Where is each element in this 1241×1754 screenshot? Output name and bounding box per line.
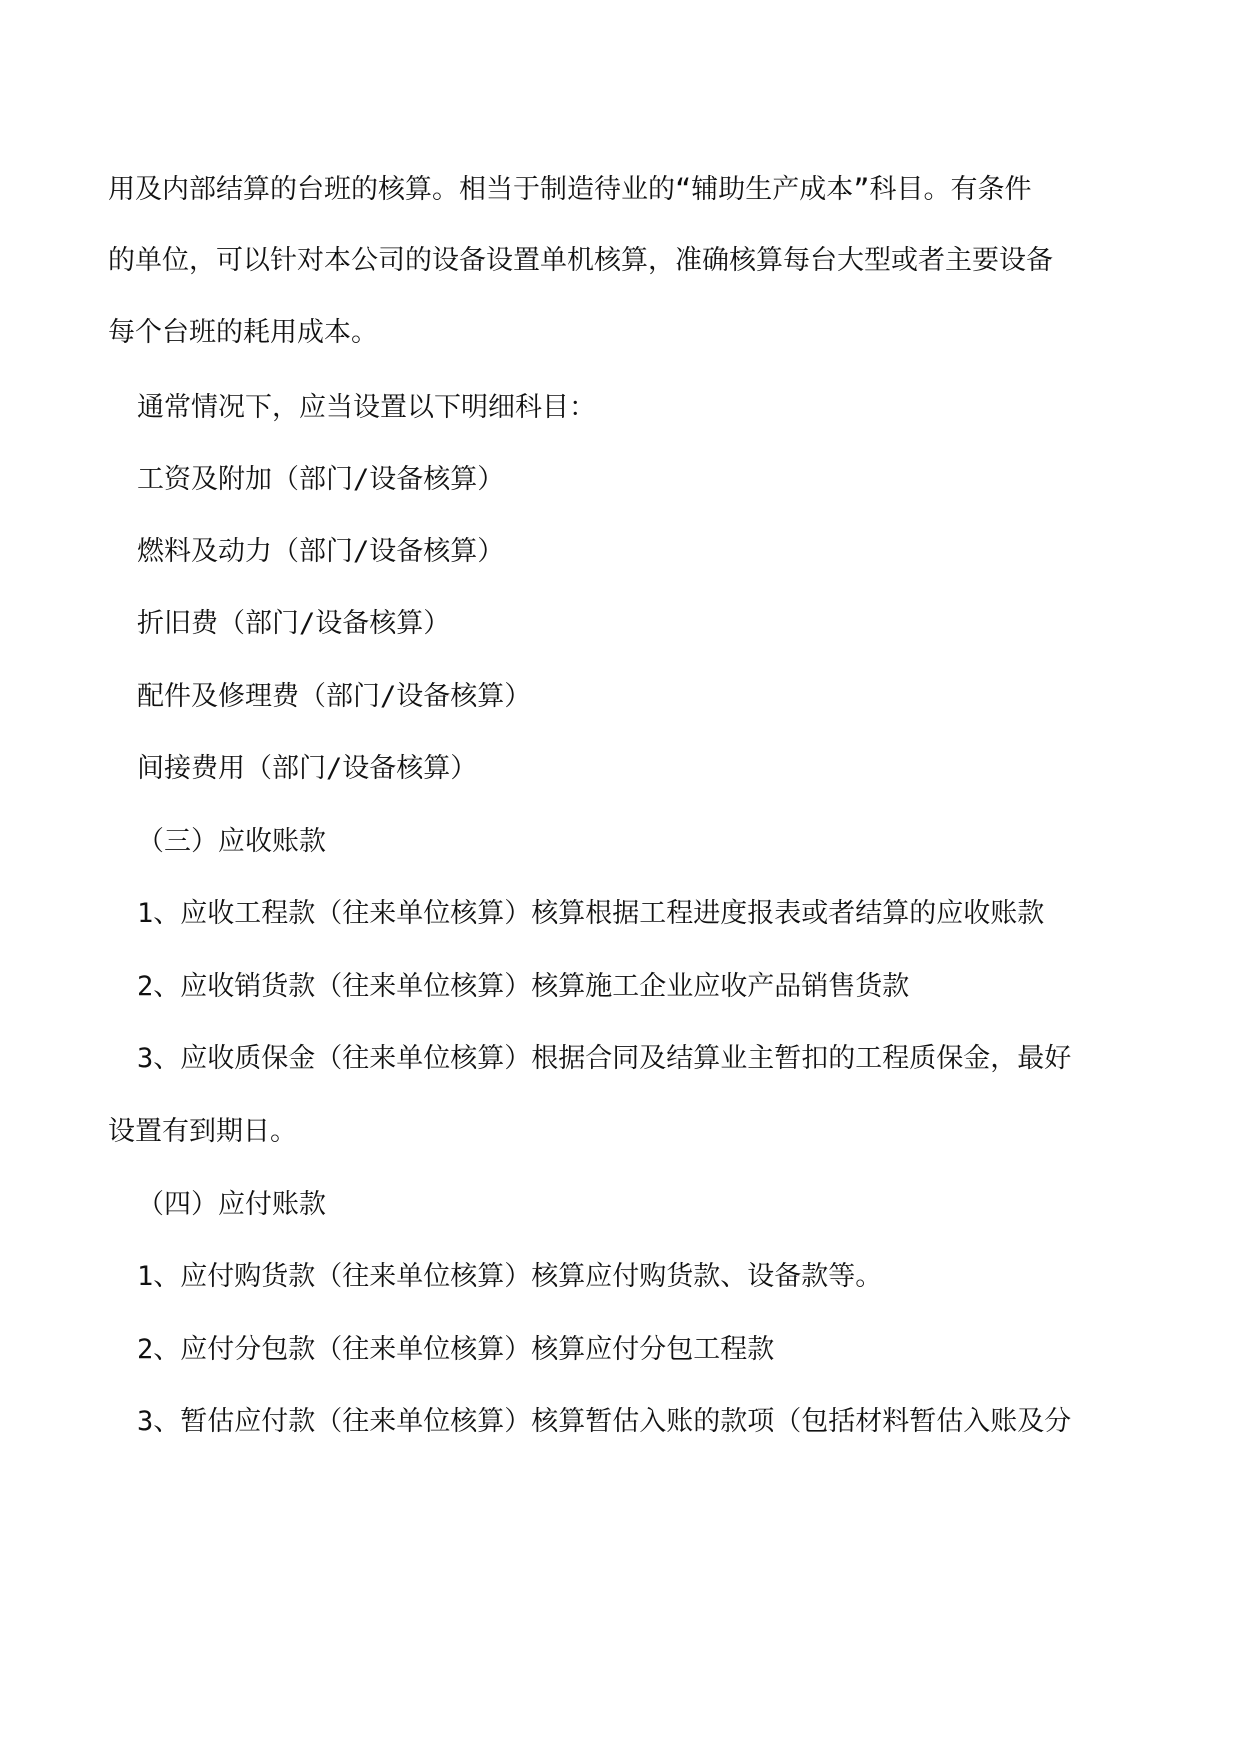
list-item: 1、应付购货款（往来单位核算）核算应付购货款、设备款等。 — [137, 1261, 883, 1292]
paragraph-line: 通常情况下，应当设置以下明细科目： — [137, 392, 596, 423]
list-item: 2、应付分包款（往来单位核算）核算应付分包工程款 — [137, 1334, 775, 1365]
section-heading: （三）应收账款 — [137, 826, 326, 857]
list-item: 2、应收销货款（往来单位核算）核算施工企业应收产品销售货款 — [137, 971, 910, 1002]
list-item: 1、应收工程款（往来单位核算）核算根据工程进度报表或者结算的应收账款 — [137, 898, 1045, 929]
paragraph-line: 设置有到期日。 — [108, 1116, 297, 1147]
section-heading: （四）应付账款 — [137, 1189, 326, 1220]
list-item: 工资及附加（部门/设备核算） — [137, 464, 505, 495]
paragraph-line: 的单位，可以针对本公司的设备设置单机核算，准确核算每台大型或者主要设备 — [108, 245, 1053, 276]
paragraph-line: 每个台班的耗用成本。 — [108, 317, 378, 348]
list-item: 配件及修理费（部门/设备核算） — [137, 681, 532, 712]
paragraph-line: 用及内部结算的台班的核算。相当于制造待业的“辅助生产成本”科目。有条件 — [108, 174, 1032, 205]
list-item: 折旧费（部门/设备核算） — [137, 608, 451, 639]
list-item: 间接费用（部门/设备核算） — [137, 753, 478, 784]
list-item: 3、应收质保金（往来单位核算）根据合同及结算业主暂扣的工程质保金，最好 — [137, 1043, 1072, 1074]
list-item: 3、暂估应付款（往来单位核算）核算暂估入账的款项（包括材料暂估入账及分 — [137, 1406, 1072, 1437]
list-item: 燃料及动力（部门/设备核算） — [137, 536, 505, 567]
